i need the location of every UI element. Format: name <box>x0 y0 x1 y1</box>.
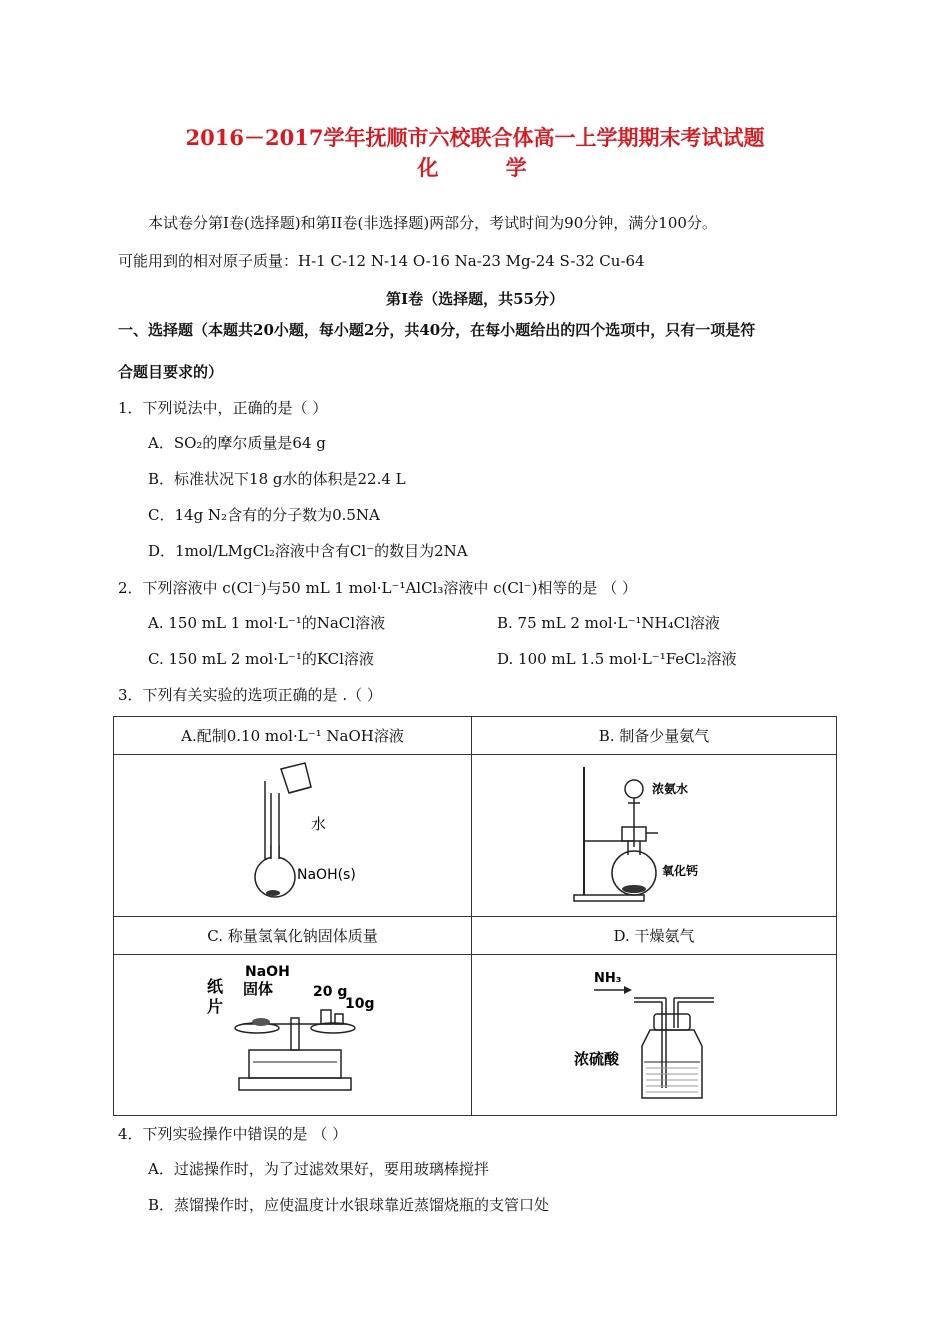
balance-figure <box>193 958 393 1108</box>
q3-cell-b-header: B. 制备少量氨气 <box>472 717 837 755</box>
q3-b-label-ammonia-water: 浓氨水 <box>652 781 689 796</box>
q3-c-label-naoh: NaOH <box>244 964 290 980</box>
q2-stem: 2．下列溶液中 c(Cl⁻)与50 mL 1 mol·L⁻¹AlCl₃溶液中 c(Cl⁻)相等的是 （ ） <box>118 579 637 597</box>
q3-c-label-solid: 固体 <box>242 980 273 998</box>
q1-option-b: B．标准状况下18 g水的体积是22.4 L <box>148 470 406 488</box>
q4-option-b: B．蒸馏操作时，应使温度计水银球靠近蒸馏烧瓶的支管口处 <box>148 1196 550 1214</box>
q3-cell-d-header: D. 干燥氨气 <box>472 917 837 955</box>
q2-option-b: B. 75 mL 2 mol·L⁻¹NH₄Cl溶液 <box>497 614 720 632</box>
section-instruction-1: 一、选择题（本题共20小题，每小题2分，共40分，在每小题给出的四个选项中，只有一项是符 <box>118 321 756 339</box>
volumetric-flask-figure <box>193 759 393 909</box>
q3-c-label-10g: 10g <box>344 996 375 1012</box>
section-instruction-2: 合题目要求的） <box>118 363 224 381</box>
q2-option-d: D. 100 mL 1.5 mol·L⁻¹FeCl₂溶液 <box>497 650 737 668</box>
q3-a-label-naoh: NaOH(s) <box>296 866 356 883</box>
q3-d-label-h2so4: 浓硫酸 <box>574 1050 620 1068</box>
q4-option-a: A．过滤操作时，为了过滤效果好，要用玻璃棒搅拌 <box>148 1160 489 1178</box>
q3-c-label-paper-1: 纸 <box>206 977 223 996</box>
intro-line-1: 本试卷分第Ⅰ卷(选择题)和第II卷(非选择题)两部分，考试时间为90分钟，满分100分。 <box>148 214 717 232</box>
gas-washing-bottle-figure <box>554 958 754 1108</box>
q3-cell-a-header: A.配制0.10 mol·L⁻¹ NaOH溶液 <box>114 717 472 755</box>
q1-stem: 1．下列说法中，正确的是（ ） <box>118 399 328 417</box>
q2-option-c: C. 150 mL 2 mol·L⁻¹的KCl溶液 <box>148 650 374 668</box>
q3-cell-c-header: C. 称量氢氧化钠固体质量 <box>114 917 472 955</box>
q3-c-label-20g: 20 g <box>312 984 347 1000</box>
intro-line-2: 可能用到的相对原子质量：H-1 C-12 N-14 O-16 Na-23 Mg-24 S-32 Cu-64 <box>118 252 645 270</box>
q3-a-label-water: 水 <box>310 814 326 833</box>
q3-cell-b-figure <box>472 755 837 917</box>
exam-subject: 化 学 <box>417 155 557 180</box>
q3-cell-c-figure <box>114 955 472 1116</box>
q4-stem: 4．下列实验操作中错误的是 （ ） <box>118 1125 348 1143</box>
q1-option-c: C．14g N₂含有的分子数为0.5NA <box>148 506 380 524</box>
q3-b-label-cao: 氧化钙 <box>662 863 699 878</box>
q3-stem: 3．下列有关实验的选项正确的是 .（ ） <box>118 686 382 704</box>
exam-title: 2016－2017学年抚顺市六校联合体高一上学期期末考试试题 <box>185 125 765 150</box>
q3-c-label-paper-2: 片 <box>206 997 223 1016</box>
ammonia-generator-figure <box>554 759 754 909</box>
q3-options-table <box>113 716 837 1116</box>
q3-cell-a-figure <box>114 755 472 917</box>
q3-d-label-nh3: NH₃ <box>594 971 622 986</box>
section-title: 第Ⅰ卷（选择题，共55分） <box>386 290 564 308</box>
q3-cell-d-figure <box>472 955 837 1116</box>
q1-option-d: D．1mol/LMgCl₂溶液中含有Cl⁻的数目为2NA <box>148 542 468 560</box>
q2-option-a: A. 150 mL 1 mol·L⁻¹的NaCl溶液 <box>148 614 386 632</box>
q1-option-a: A．SO₂的摩尔质量是64 g <box>148 434 326 452</box>
